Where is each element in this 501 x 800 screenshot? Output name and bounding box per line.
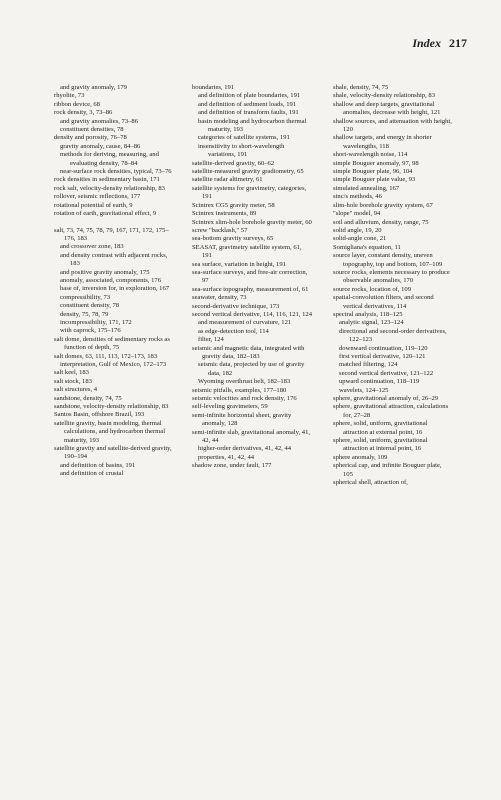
index-entry: first vertical derivative, 120–121 (339, 353, 426, 360)
index-entry: sea surface, variation in height, 191 (192, 260, 286, 268)
index-entry: shallow sources, and attenuation with height, 120 (333, 117, 452, 134)
index-entry: sea-surface topography, measurement of, 61 (192, 285, 309, 293)
index-entry: salt structures, 4 (54, 386, 98, 394)
index-entry: salt keel, 183 (54, 369, 89, 377)
index-entry: simple Bouguer anomaly, 97, 98 (333, 159, 419, 167)
index-entry: short-wavelength noise, 114 (333, 151, 408, 159)
index-entry: compressibility, 73 (60, 293, 111, 301)
index-entry: basin modeling and hydrocarbon thermal maturity, 193 (198, 117, 307, 134)
index-entry: Santos Basin, offshore Brazil, 193 (54, 411, 145, 419)
index-entry: constituent density, 78 (60, 302, 120, 310)
index-entry: shale, density, 74, 75 (333, 84, 389, 91)
index-entry: rollover, seismic reflections, 177 (54, 193, 141, 201)
index-entry: seawater, density, 73 (192, 294, 247, 302)
index-entry: soil and alluvium, density, range, 75 (333, 218, 429, 226)
index-entry: satellite gravity and satellite-derived gravity, 190–194 (54, 445, 172, 461)
index-entry: density, 75, 78, 79 (60, 310, 109, 318)
index-entry: Scintrex instruments, 89 (192, 210, 257, 218)
index-entry: sphere, gravitational anomaly of, 26–29 (333, 395, 439, 403)
index-entry: shale, velocity-density relationship, 83 (333, 92, 435, 100)
index-entry: seismic data, projected by use of gravity data, 182 (198, 361, 305, 377)
index-entry: boundaries, 191 (192, 84, 235, 91)
index-entry: shadow zone, under fault, 177 (192, 462, 272, 470)
index-entry: simple Bouguer plate, 96, 104 (333, 168, 413, 176)
index-entry: second-derivative technique, 173 (192, 302, 280, 310)
index-entry: sinc/s methods, 46 (333, 193, 382, 201)
index-entry: wavelets, 124–125 (339, 386, 389, 394)
index-column-2 (192, 84, 312, 471)
index-entry: sphere anomaly, 109 (333, 453, 388, 461)
index-entry: second vertical derivative, 121–122 (339, 369, 434, 377)
running-header (412, 36, 467, 51)
index-entry: source rocks, elements necessary to produce observable anomalies, 170 (333, 268, 450, 285)
index-entry: and gravity anomaly, 179 (60, 84, 127, 91)
index-entry: sphere, solid, uniform, gravitational attraction at external point, 16 (333, 420, 428, 436)
index-entry: insensitivity to short-wavelength variations, 191 (198, 142, 285, 159)
index-entry: rotational potential of earth, 9 (54, 201, 133, 209)
index-entry: rock densities in sedimentary basin, 171 (54, 176, 160, 184)
index-entry: "slope" model, 94 (333, 210, 381, 218)
index-entry: and definition of crustal (60, 470, 124, 478)
index-entry: spatial-convolution filters, and second vertical derivatives, 114 (333, 294, 434, 310)
index-entry: source rocks, location of, 109 (333, 285, 412, 293)
index-entry: and gravity anomalies, 73–86 (60, 117, 139, 125)
index-entry: simulated annealing, 167 (333, 184, 400, 192)
index-entry: shallow and deep targets, gravitational anomalies, decrease with height, 121 (333, 100, 441, 117)
index-entry: filter, 124 (198, 336, 224, 344)
index-entry: solid angle, 19, 20 (333, 226, 382, 234)
index-entry: satellite systems for gravimetry, categories, 191 (192, 184, 307, 201)
index-entry: density and porosity, 76–78 (54, 134, 127, 142)
index-entry: salt domes, 63, 111, 113, 172–173, 183 (54, 352, 158, 360)
index-entry: and crossover zone, 183 (60, 243, 124, 251)
index-entry: gravity anomaly, cause, 84–86 (60, 142, 141, 150)
index-entry: sphere, solid, uniform, gravitational attraction at internal point, 16 (333, 437, 428, 453)
page-number: 217 (449, 36, 467, 50)
index-entry: rhyolite, 73 (54, 92, 85, 100)
index-entry: categories of satellite systems, 191 (198, 134, 290, 142)
index-entry: Wyoming overthrust belt, 182–183 (198, 378, 291, 386)
index-entry: and definition of plate boundaries, 191 (198, 92, 301, 100)
index-entry: and definition of sediment loads, 191 (198, 100, 297, 108)
index-entry: sea-surface surveys, and free-air correction, 97 (192, 268, 308, 285)
index-entry: Scintrex CG5 gravity meter, 58 (192, 201, 275, 209)
index-column-3 (333, 84, 453, 488)
index-entry: slim-hole borehole gravity system, 67 (333, 201, 433, 209)
index-entry: interpretation, Gulf of Mexico, 172–173 (60, 361, 167, 368)
index-entry: seismic and magnetic data, integrated with gravity data, 182–183 (192, 344, 305, 360)
index-entry: self-leveling gravimeters, 59 (192, 403, 268, 411)
index-entry: rotation of earth, gravitational effect, 9 (54, 210, 157, 218)
index-entry: source layer, constant density, uneven topography, top and bottom, 107–109 (333, 252, 443, 268)
entry-gap (54, 219, 174, 227)
index-entry: incompressibility, 171, 172 (60, 318, 132, 326)
index-entry: semi-infinite slab, gravitational anomaly, 41, 42, 44 (192, 428, 311, 445)
index-entry: satellite gravity, basin modeling, thermal calculations, and hydrocarbon thermal maturity, 193 (54, 419, 166, 444)
index-entry: satellite-measured gravity gradiometry, 65 (192, 168, 304, 176)
index-entry: analytic signal, 123–124 (339, 319, 404, 327)
index-column-1 (54, 84, 174, 479)
index-entry: and positive gravity anomaly, 175 (60, 268, 150, 276)
index-entry: ribbon device, 68 (54, 100, 100, 108)
index-entry: sandstone, density, 74, 75 (54, 394, 122, 402)
index-entry: seismic pitfalls, examples, 177–180 (192, 386, 287, 394)
index-entry: shallow targets, and energy in shorter wavelengths, 118 (333, 134, 432, 150)
index-entry: seismic velocities and rock density, 176 (192, 395, 297, 403)
index-entry: properties, 41, 42, 44 (198, 453, 255, 461)
index-entry: and measurement of curvature, 121 (198, 319, 292, 327)
index-entry: SEASAT, gravimetry satellite system, 61, 191 (192, 243, 302, 260)
index-entry: simple Bouguer plate value, 93 (333, 176, 416, 184)
index-entry: spectral analysis, 118–125 (333, 310, 403, 318)
index-entry: and definition of transform faults, 191 (198, 109, 299, 117)
index-entry: matched filtering, 124 (339, 361, 398, 369)
index-entry: methods for deriving, measuring, and evaluating density, 78–84 (60, 151, 159, 167)
index-entry: and definition of basins, 191 (60, 461, 136, 469)
index-entry: base of, inversion for, in exploration, 167 (60, 285, 170, 293)
index-entry: as edge-detection tool, 114 (198, 327, 269, 335)
index-entry: and density contrast with adjacent rocks, 183 (60, 251, 168, 268)
index-entry: rock density, 3, 73–86 (54, 109, 113, 117)
index-entry: screw "backlash," 57 (192, 226, 248, 234)
index-entry: anomaly, associated, components, 176 (60, 276, 162, 284)
index-entry: rock salt, velocity-density relationship, 83 (54, 184, 165, 192)
index-entry: downward continuation, 119–120 (339, 344, 428, 352)
index-entry: solid-angle cone, 21 (333, 235, 387, 243)
index-entry: Somigliana's equation, 11 (333, 243, 401, 251)
index-entry: second vertical derivative, 114, 116, 121, 124 (192, 310, 312, 318)
index-entry: constituent densities, 78 (60, 126, 124, 134)
index-entry: spherical shell, attraction of, (333, 479, 408, 487)
index-entry: satellite radar altimetry, 61 (192, 176, 263, 184)
index-entry: higher-order derivatives, 41, 42, 44 (198, 445, 292, 453)
index-entry: directional and second-order derivatives, 122–123 (339, 327, 447, 344)
index-entry: upward continuation, 118–119 (339, 378, 420, 386)
index-entry: salt, 73, 74, 75, 78, 79, 167, 171, 172, 175–176, 183 (54, 226, 169, 242)
header-title: Index (412, 36, 441, 50)
index-entry: semi-infinite horizontal sheet, gravity anomaly, 128 (192, 411, 292, 428)
index-entry: spherical cap, and infinite Bouguer plate, 105 (333, 462, 442, 478)
index-entry: sea-bottom gravity surveys, 65 (192, 235, 274, 243)
index-entry: sphere, gravitational attraction, calculations for, 27–28 (333, 403, 449, 419)
index-entry: sandstone, velocity-density relationship, 83 (54, 403, 169, 411)
index-entry: with caprock, 175–176 (60, 327, 121, 335)
index-entry: satellite-derived gravity, 60–62 (192, 159, 275, 167)
index-entry: salt stock, 183 (54, 377, 92, 385)
index-entry: salt dome, densities of sedimentary rocks as function of depth, 75 (54, 335, 170, 352)
index-entry: Scintrex slim-hole borehole gravity meter, 60 (192, 218, 312, 226)
index-entry: near-surface rock densities, typical, 73–76 (60, 168, 172, 176)
